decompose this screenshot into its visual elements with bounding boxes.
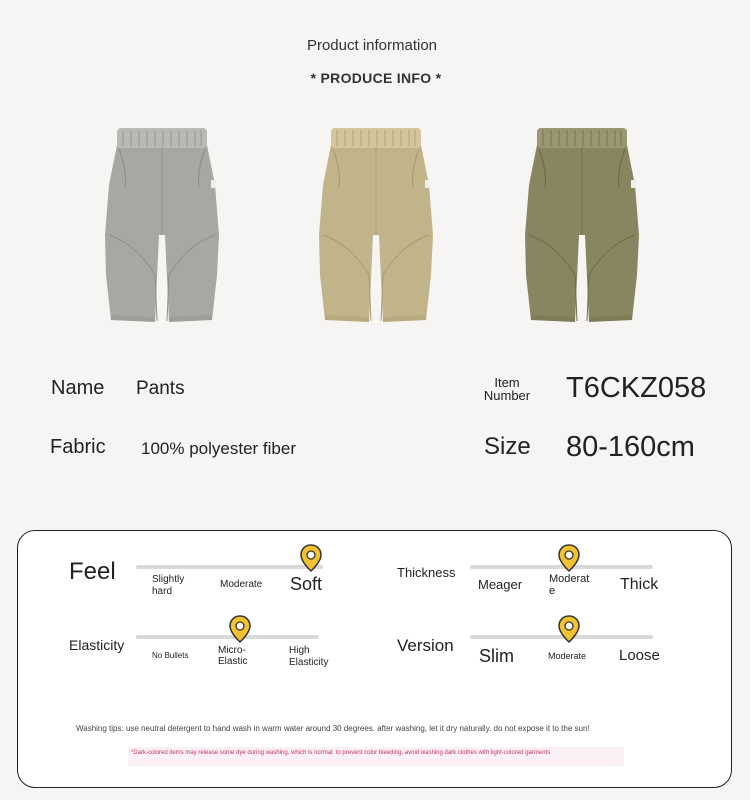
feel-track	[136, 565, 323, 569]
feel-option-slightly-hard-line-1: Slightly	[152, 574, 185, 585]
feel-selected-pin-icon	[299, 544, 323, 572]
thickness-label: Thickness	[397, 565, 456, 580]
washing-tips: Washing tips: use neutral detergent to hand wash in warm water around 30 degrees. after washing, let it dry naturally. do not expose it to the sun!	[76, 724, 590, 733]
name-value: Pants	[136, 378, 185, 399]
version-option-loose: Loose	[619, 647, 660, 664]
elasticity-selected-pin-icon	[228, 615, 252, 643]
elasticity-label: Elasticity	[69, 637, 125, 653]
thickness-option-moderate-line-2: e	[549, 585, 556, 597]
elasticity-option-high-elasticity-line-1: High	[289, 645, 310, 656]
thickness-option-thick: Thick	[620, 576, 659, 593]
elasticity-option-high-elasticity-line-2: Elasticity	[289, 657, 329, 668]
item-number-label	[477, 376, 537, 402]
pants-image-army-green	[517, 125, 647, 325]
fabric-label: Fabric	[50, 436, 106, 458]
feel-label: Feel	[69, 558, 116, 585]
elasticity-option-micro-elastic	[218, 645, 247, 667]
version-selected-pin-icon	[557, 615, 581, 643]
size-label: Size	[484, 433, 531, 460]
elasticity-option-no-bullets: No Bullets	[152, 651, 189, 660]
size-value: 80-160cm	[566, 431, 695, 463]
item-number-value: T6CKZ058	[566, 372, 707, 404]
elasticity-option-micro-elastic-line-2: Elastic	[218, 656, 248, 667]
version-option-slim: Slim	[479, 646, 514, 666]
thickness-option-moderate	[549, 573, 589, 597]
elasticity-option-high-elasticity	[289, 645, 328, 669]
item-number-label-line-1: Item	[494, 375, 520, 390]
feel-option-slightly-hard-line-2: hard	[152, 586, 173, 597]
thickness-option-moderate-line-1: Moderat	[549, 573, 590, 585]
attributes-card	[17, 530, 732, 788]
version-label: Version	[397, 636, 454, 655]
thickness-option-meager: Meager	[478, 577, 523, 592]
pants-image-khaki	[311, 125, 441, 325]
feel-option-slightly-hard	[152, 574, 184, 598]
item-number-label-line-2: Number	[483, 388, 531, 403]
feel-option-soft: Soft	[290, 574, 323, 594]
washing-warning-note: *Dark-colored items may release some dye during washing, which is normal. to prevent color bleeding, avoid washing dark clothes with light-colored garments	[128, 747, 624, 766]
version-option-moderate: Moderate	[548, 651, 587, 661]
page-subtitle: * PRODUCE INFO *	[310, 70, 442, 86]
thickness-selected-pin-icon	[557, 544, 581, 572]
elasticity-option-micro-elastic-line-1: Micro-	[218, 645, 246, 656]
pants-image-grey	[97, 125, 227, 325]
page-title: Product information	[306, 37, 438, 54]
feel-option-moderate: Moderate	[220, 579, 263, 590]
name-label: Name	[51, 377, 105, 399]
fabric-value: 100% polyester fiber	[141, 439, 296, 458]
